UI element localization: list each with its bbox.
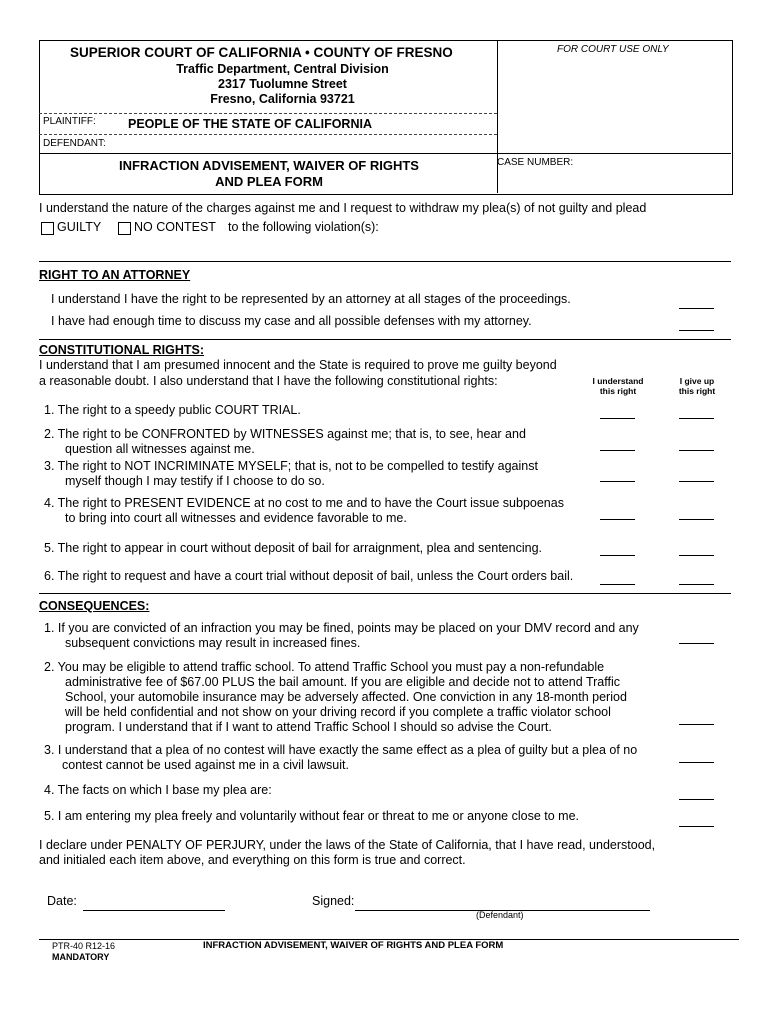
date-field[interactable]: [83, 910, 225, 911]
declaration-line-2: and initialed each item above, and everything on this form is true and correct.: [39, 853, 466, 867]
right-2-line1: 2. The right to be CONFRONTED by WITNESSES against me; that is, to see, hear and: [44, 427, 526, 441]
right-1: 1. The right to a speedy public COURT TRIAL.: [44, 403, 301, 417]
right-4-line2: to bring into court all witnesses and evidence favorable to me.: [65, 511, 407, 525]
court-city: Fresno, California 93721: [210, 92, 355, 106]
defendant-caption: (Defendant): [476, 910, 524, 920]
consequence-3-line2: contest cannot be used against me in a civil lawsuit.: [62, 758, 349, 772]
right-2-line2: question all witnesses against me.: [65, 442, 255, 456]
case-number-field[interactable]: [500, 170, 725, 190]
col-understand-line2: this right: [599, 386, 637, 396]
declaration-line-1: I declare under PENALTY OF PERJURY, under the laws of the State of California, that I have read, understood,: [39, 838, 656, 852]
consequence-4: 4. The facts on which I base my plea are:: [44, 783, 272, 797]
no-contest-label: NO CONTEST: [134, 220, 216, 234]
right-3-understand[interactable]: [600, 481, 635, 482]
header-divider: [497, 40, 498, 193]
right-5-give-up[interactable]: [679, 555, 714, 556]
right-2-understand[interactable]: [600, 450, 635, 451]
consequence-2-line4: will be held confidential and not show on your driving record if you complete a traffic violator school: [65, 705, 611, 719]
header-line: [39, 153, 731, 154]
right-1-understand[interactable]: [600, 418, 635, 419]
form-number: PTR-40 R12-16: [52, 941, 116, 951]
right-5: 5. The right to appear in court without deposit of bail for arraignment, plea and sentencing.: [44, 541, 542, 555]
attorney-item-1: I understand I have the right to be represented by an attorney at all stages of the proceedings.: [51, 292, 571, 306]
attorney-heading: RIGHT TO AN ATTORNEY: [39, 268, 191, 282]
right-5-understand[interactable]: [600, 555, 635, 556]
consequence-4-initial[interactable]: [679, 799, 714, 800]
right-1-give-up[interactable]: [679, 418, 714, 419]
consequence-2-line2: administrative fee of $67.00 PLUS the bail amount. If you are eligible and decide not to attend Traffic: [65, 675, 620, 689]
right-4-give-up[interactable]: [679, 519, 714, 520]
guilty-checkbox[interactable]: [41, 222, 54, 235]
right-2-give-up[interactable]: [679, 450, 714, 451]
attorney-initial-1[interactable]: [679, 308, 714, 309]
mandatory-label: MANDATORY: [52, 952, 110, 962]
right-6-give-up[interactable]: [679, 584, 714, 585]
footer-form-title: INFRACTION ADVISEMENT, WAIVER OF RIGHTS AND PLEA FORM: [203, 940, 504, 951]
right-3-line1: 3. The right to NOT INCRIMINATE MYSELF; that is, not to be compelled to testify against: [44, 459, 538, 473]
right-4-understand[interactable]: [600, 519, 635, 520]
court-street: 2317 Tuolumne Street: [218, 77, 347, 91]
col-understand-line1: I understand: [592, 376, 644, 386]
consequence-2-line1: 2. You may be eligible to attend traffic school. To attend Traffic School you must pay a non-refundable: [44, 660, 605, 674]
constitutional-intro-2: a reasonable doubt. I also understand that I have the following constitutional rights:: [39, 374, 498, 388]
right-3-line2: myself though I may testify if I choose to do so.: [65, 474, 325, 488]
case-number-label: CASE NUMBER:: [497, 157, 574, 168]
consequence-2-initial[interactable]: [679, 724, 714, 725]
section-line-1: [39, 261, 731, 262]
section-line-3: [39, 593, 731, 594]
court-name: SUPERIOR COURT OF CALIFORNIA • COUNTY OF FRESNO: [70, 45, 453, 60]
consequence-1-line2: subsequent convictions may result in increased fines.: [65, 636, 361, 650]
consequences-heading: CONSEQUENCES:: [39, 599, 150, 613]
right-6: 6. The right to request and have a court trial without deposit of bail, unless the Court orders bail.: [44, 569, 574, 583]
section-line-2: [39, 339, 731, 340]
col-give-up-line2: this right: [678, 386, 716, 396]
consequence-1-line1: 1. If you are convicted of an infraction you may be fined, points may be placed on your DMV record and any: [44, 621, 639, 635]
col-give-up-line1: I give up: [679, 376, 715, 386]
consequence-5-initial[interactable]: [679, 826, 714, 827]
no-contest-checkbox[interactable]: [118, 222, 131, 235]
guilty-label: GUILTY: [57, 220, 102, 234]
signed-label: Signed:: [312, 894, 355, 908]
right-6-understand[interactable]: [600, 584, 635, 585]
form-title-line2: AND PLEA FORM: [215, 174, 323, 189]
violations-text: to the following violation(s):: [228, 220, 379, 234]
attorney-item-2: I have had enough time to discuss my case and all possible defenses with my attorney.: [51, 314, 532, 328]
plaintiff-value: PEOPLE OF THE STATE OF CALIFORNIA: [128, 117, 372, 131]
constitutional-heading: CONSTITUTIONAL RIGHTS:: [39, 343, 205, 357]
defendant-field[interactable]: [130, 136, 490, 152]
attorney-initial-2[interactable]: [679, 330, 714, 331]
consequence-1-initial[interactable]: [679, 643, 714, 644]
right-4-line1: 4. The right to PRESENT EVIDENCE at no cost to me and to have the Court issue subpoenas: [44, 496, 564, 510]
court-use-label: FOR COURT USE ONLY: [557, 44, 669, 55]
defendant-label: DEFENDANT:: [43, 138, 106, 149]
consequence-3-initial[interactable]: [679, 762, 714, 763]
intro-text: I understand the nature of the charges against me and I request to withdraw my plea(s) of not guilty and plead: [39, 201, 647, 215]
court-division: Traffic Department, Central Division: [176, 62, 389, 76]
header-dash-1: [39, 113, 497, 114]
consequence-2-line5: program. I understand that if I want to attend Traffic School I should so advise the Court.: [65, 720, 552, 734]
consequence-3-line1: 3. I understand that a plea of no contest will have exactly the same effect as a plea of guilty but a plea of no: [44, 743, 638, 757]
form-title-line1: INFRACTION ADVISEMENT, WAIVER OF RIGHTS: [119, 158, 419, 173]
header-dash-2: [39, 134, 497, 135]
date-label: Date:: [47, 894, 77, 908]
right-3-give-up[interactable]: [679, 481, 714, 482]
consequence-5: 5. I am entering my plea freely and voluntarily without fear or threat to me or anyone close to me.: [44, 809, 579, 823]
plaintiff-label: PLAINTIFF:: [43, 116, 96, 127]
consequence-2-line3: School, your automobile insurance may be adversely affected. One conviction in any 18-month period: [65, 690, 627, 704]
constitutional-intro-1: I understand that I am presumed innocent and the State is required to prove me guilty beyond: [39, 358, 557, 372]
